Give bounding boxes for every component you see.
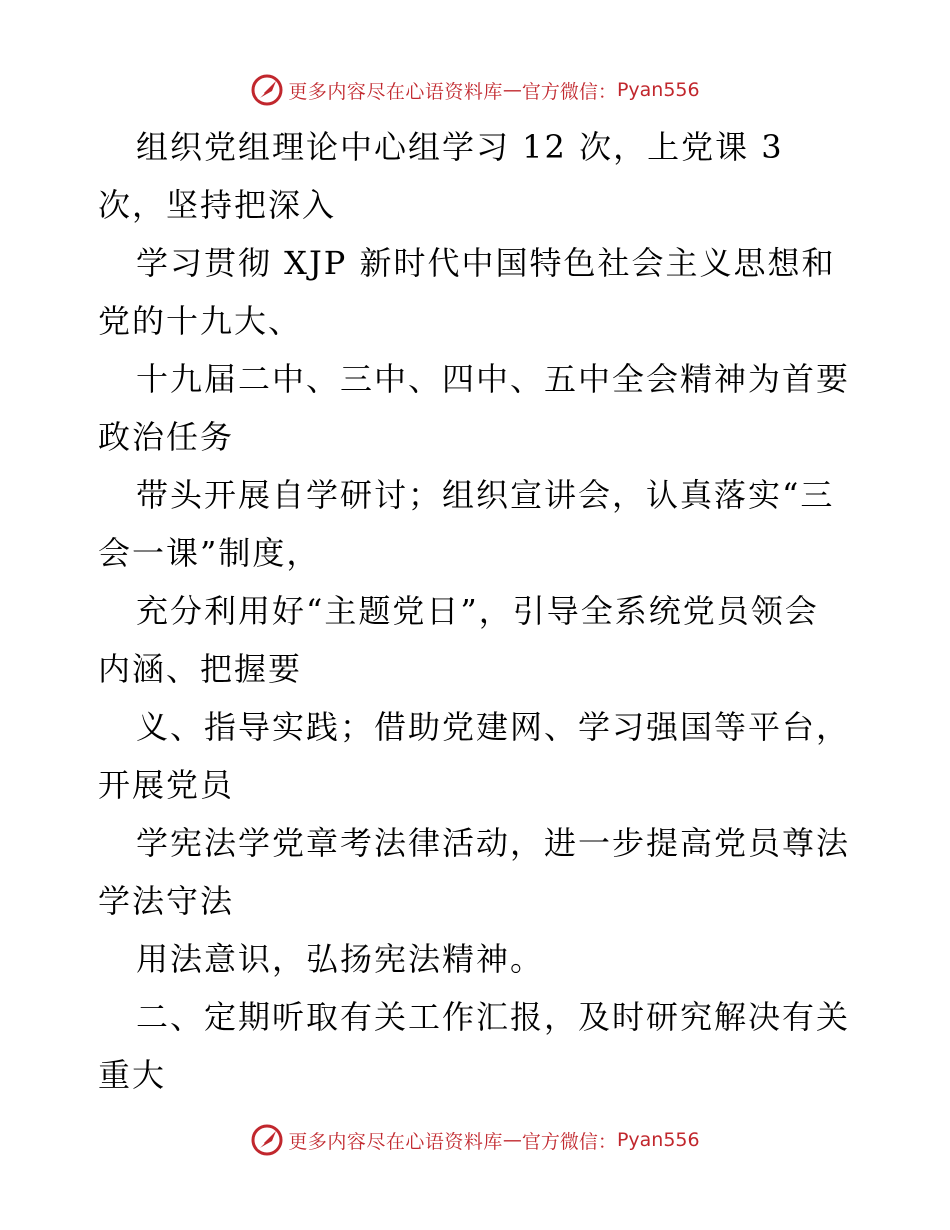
text-line: 会一课”制度，	[98, 534, 321, 572]
watermark-site-text: 更多内容尽在心语资料库	[288, 1130, 503, 1153]
text-line: 学习贯彻 XJP 新时代中国特色社会主义思想和	[136, 244, 836, 282]
text-line: 二、定期听取有关工作汇报，及时研究解决有关	[136, 998, 851, 1036]
text-line: 十九届二中、三中、四中、五中全会精神为首要	[136, 360, 851, 398]
quill-logo-icon	[250, 73, 284, 107]
watermark-dash: —	[502, 79, 522, 101]
text-line: 学宪法学党章考法律活动，进一步提高党员尊法	[136, 824, 851, 862]
quill-logo-icon	[250, 1123, 284, 1157]
watermark-site-text: 更多内容尽在心语资料库	[288, 80, 503, 103]
watermark-wechat-id: Pyan556	[616, 79, 700, 101]
footer-watermark	[0, 1120, 950, 1160]
text-line: 政治任务	[98, 418, 235, 456]
text-line: 组织党组理论中心组学习 12 次，上党课 3	[136, 128, 784, 166]
watermark-official-text: 官方微信：	[521, 1130, 617, 1153]
text-line: 党的十九大、	[98, 302, 303, 340]
watermark-wechat-id: Pyan556	[616, 1129, 700, 1151]
text-line: 用法意识，弘扬宪法精神。	[136, 940, 545, 978]
text-line: 内涵、把握要	[98, 650, 303, 688]
text-line: 充分利用好“主题党日”，引导全系统党员领会	[136, 592, 819, 630]
text-line: 重大	[98, 1056, 167, 1094]
watermark-official-text: 官方微信：	[521, 80, 617, 103]
text-line: 带头开展自学研讨；组织宣讲会，认真落实“三	[136, 476, 835, 514]
text-line: 义、指导实践；借助党建网、学习强国等平台，	[136, 708, 851, 746]
header-watermark	[0, 70, 950, 110]
document-body	[98, 118, 858, 1104]
text-line: 次，坚持把深入	[98, 186, 337, 224]
watermark-dash: —	[502, 1129, 522, 1151]
text-line: 学法守法	[98, 882, 235, 920]
text-line: 开展党员	[98, 766, 235, 804]
